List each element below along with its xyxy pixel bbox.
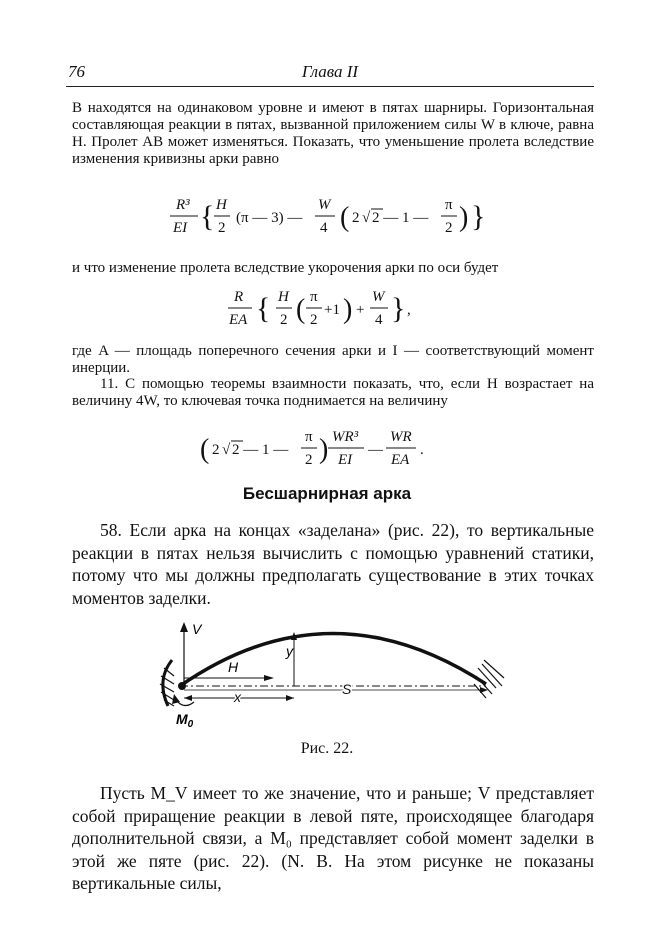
chapter-title: Глава II <box>301 62 359 81</box>
svg-text:+1: +1 <box>324 302 340 318</box>
figure-caption: Рис. 22. <box>300 740 354 757</box>
paragraph-6: Пусть M_V имеет то же значение, что и раньше; V представляет собой приращение реакции в левой пяте, происходящее благодаря дополнительной связи, а M₀ представляет собой момент заделки в этой же пяте (рис. 22). (N. B. На этом рисунке не показаны вертикальные силы, <box>72 783 594 893</box>
svg-text:π: π <box>305 429 313 445</box>
svg-text:π: π <box>445 197 453 213</box>
fixed-arch-diagram <box>150 618 530 730</box>
svg-text:2: 2 <box>218 220 226 236</box>
label-x: x <box>234 689 241 705</box>
svg-text:π: π <box>310 289 318 305</box>
svg-text:W: W <box>318 197 331 213</box>
svg-text:4: 4 <box>375 312 383 328</box>
page-header <box>66 62 594 87</box>
paragraph-1: B находятся на одинаковом уровне и имеют в пятах шарниры. Горизонтальная составляющая реакции в пятах, вызванной приложением силы W в ключе, равна H. Пролет AB может изменяться. Показать, что уменьшение пролета вследствие изменения кривизны арки равно <box>72 100 594 167</box>
svg-text:√: √ <box>362 210 371 226</box>
label-V: V <box>192 621 202 637</box>
paragraph-problem-58: 58. Если арка на концах «заделана» (рис. 22), то вертикальные реакции в пятах нельзя вычислить с помощью уравнений статики, потому что мы должны предполагать существование в этих точках моментов заделки. <box>72 520 594 608</box>
svg-text:WR³: WR³ <box>332 429 359 445</box>
label-H: H <box>228 659 239 675</box>
svg-text:2 — 1 —: 2 — 1 — <box>372 210 429 226</box>
svg-text:EA: EA <box>391 452 410 468</box>
page-number: 76 <box>68 62 85 81</box>
left-support <box>163 660 172 706</box>
svg-text:(: ( <box>296 294 306 325</box>
svg-text:(: ( <box>200 434 210 465</box>
svg-text:{: { <box>256 292 271 325</box>
svg-text:2: 2 <box>280 312 288 328</box>
svg-text:2 — 1 —: 2 — 1 — <box>232 442 289 458</box>
formula-rise <box>0 424 654 481</box>
svg-text:{: { <box>200 200 215 233</box>
svg-text:): ) <box>459 202 469 233</box>
label-y: y <box>286 643 293 659</box>
formula-3-graphic <box>0 424 654 476</box>
svg-text:H: H <box>278 289 289 305</box>
svg-text:.: . <box>420 442 424 458</box>
svg-text:): ) <box>319 434 329 465</box>
paragraph-2: и что изменение пролета вследствие укорочения арки по оси будет <box>72 260 499 276</box>
paragraph-3: где A — площадь поперечного сечения арки и I — соответствующий момент инерции. <box>72 343 594 376</box>
formula-curvature <box>0 192 654 249</box>
svg-text:WR: WR <box>390 429 412 445</box>
svg-text:): ) <box>343 294 353 325</box>
svg-text:2: 2 <box>445 220 453 236</box>
svg-text:H: H <box>216 197 227 213</box>
svg-text:,: , <box>407 302 411 318</box>
paragraph-problem-11: 11. С помощью теоремы взаимности показать, что, если H возрастает на величину 4W, то ключевая точка поднимается на величину <box>72 376 594 409</box>
formula-2-graphic <box>0 283 654 337</box>
svg-text:—: — <box>368 442 383 458</box>
figure-22 <box>150 618 530 735</box>
label-S: S <box>342 681 352 697</box>
formula-1-graphic <box>0 192 654 244</box>
svg-text:4: 4 <box>320 220 328 236</box>
formula-shortening <box>0 283 654 342</box>
svg-text:2: 2 <box>212 442 220 458</box>
section-heading: Бесшарнирная арка <box>242 484 412 503</box>
svg-text:2: 2 <box>305 452 313 468</box>
svg-text:}: } <box>391 292 406 325</box>
svg-text:2: 2 <box>352 210 360 226</box>
svg-text:R: R <box>234 289 244 305</box>
svg-text:√: √ <box>222 442 231 458</box>
svg-text:EI: EI <box>338 452 353 468</box>
svg-text:}: } <box>471 200 486 233</box>
label-M0: $M_0$ <box>176 711 194 730</box>
svg-text:2: 2 <box>310 312 318 328</box>
svg-text:R³: R³ <box>176 197 190 213</box>
svg-text:EA: EA <box>229 312 248 328</box>
svg-text:(: ( <box>340 202 350 233</box>
svg-text:+: + <box>356 302 365 318</box>
svg-text:(π — 3) —: (π — 3) — <box>236 210 303 226</box>
svg-text:EI: EI <box>173 220 188 236</box>
svg-text:W: W <box>372 289 385 305</box>
